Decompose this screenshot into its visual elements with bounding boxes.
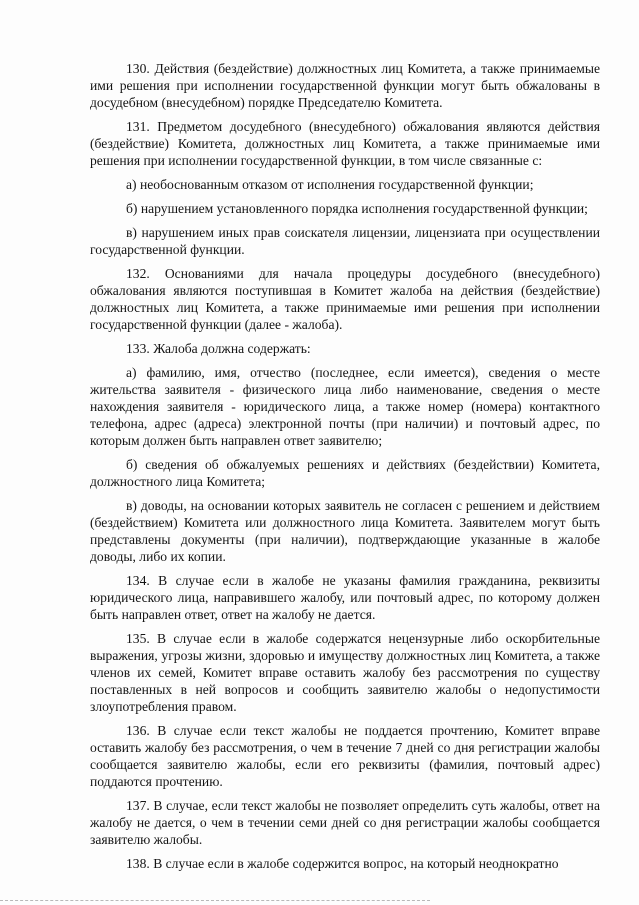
paragraph-134: 134. В случае если в жалобе не указаны фамилия гражданина, реквизиты юридического лица, направившего жалобу, или почтовый адрес, по которому должен быть направлен ответ, ответ на жалобу не дается. [90,573,600,622]
paragraph-131-a: а) необоснованным отказом от исполнения государственной функции; [126,177,534,192]
paragraph-133: 133. Жалоба должна содержать: [126,341,311,356]
paragraph-133-a: а) фамилию, имя, отчество (последнее, если имеется), сведения о месте жительства заявителя - физического лица либо наименование, сведения о месте нахождения заявителя - юридического лица, а также номер (номера) контактного телефона, адрес (адреса) электронной почты (при наличии) и почтовый адрес, по которым должен быть направлен ответ заявителю; [90,365,600,448]
paragraph-137: 137. В случае, если текст жалобы не позволяет определить суть жалобы, ответ на жалобу не дается, о чем в течении семи дней со дня регистрации жалобы сообщается заявителю жалобы. [90,798,600,847]
paragraph-133-b: б) сведения об обжалуемых решениях и действиях (бездействии) Комитета, должностного лица Комитета; [90,457,600,489]
document-body [90,60,600,872]
paragraph-131-b: б) нарушением установленного порядка исполнения государственной функции; [126,201,588,216]
paragraph-130: 130. Действия (бездействие) должностных лиц Комитета, а также принимаемые ими решения при исполнении государственной функции могут быть обжалованы в досудебном (внесудебном) порядке Председателю Комитета. [90,61,600,110]
paragraph-131-v: в) нарушением иных прав соискателя лицензии, лицензиата при осуществлении государственной функции. [90,225,600,257]
paragraph-136: 136. В случае если текст жалобы не поддается прочтению, Комитет вправе оставить жалобу без рассмотрения, о чем в течение 7 дней со дня регистрации жалобы сообщается заявителю жалобы, если его реквизиты (фамилия, почтовый адрес) поддаются прочтению. [90,723,600,789]
paragraph-135: 135. В случае если в жалобе содержатся нецензурные либо оскорбительные выражения, угрозы жизни, здоровью и имуществу должностных лиц Комитета, а также членов их семей, Комитет вправе оставить жалобу без рассмотрения по существу поставленных в ней вопросов и сообщить заявителю жалобы о недопустимости злоупотребления правом. [90,631,600,714]
scan-edge-rule [0,900,430,901]
paragraph-131: 131. Предметом досудебного (внесудебного) обжалования являются действия (бездействие) Комитета, должностных лиц Комитета, а также принимаемые ими решения при исполнении государственной функции, в том числе связанные с: [90,119,600,168]
paragraph-132: 132. Основаниями для начала процедуры досудебного (внесудебного) обжалования являются поступившая в Комитет жалоба на действия (бездействие) должностных лиц Комитета, а также принимаемые ими решения при исполнении государственной функции (далее - жалоба). [90,266,600,332]
paragraph-138: 138. В случае если в жалобе содержится вопрос, на который неоднократно [126,856,559,871]
paragraph-133-v: в) доводы, на основании которых заявитель не согласен с решением и действием (бездействием) Комитета или должностного лица Комитета. Заявителем могут быть представлены документы (при наличии), подтверждающие указанные в жалобе доводы, либо их копии. [90,498,600,564]
